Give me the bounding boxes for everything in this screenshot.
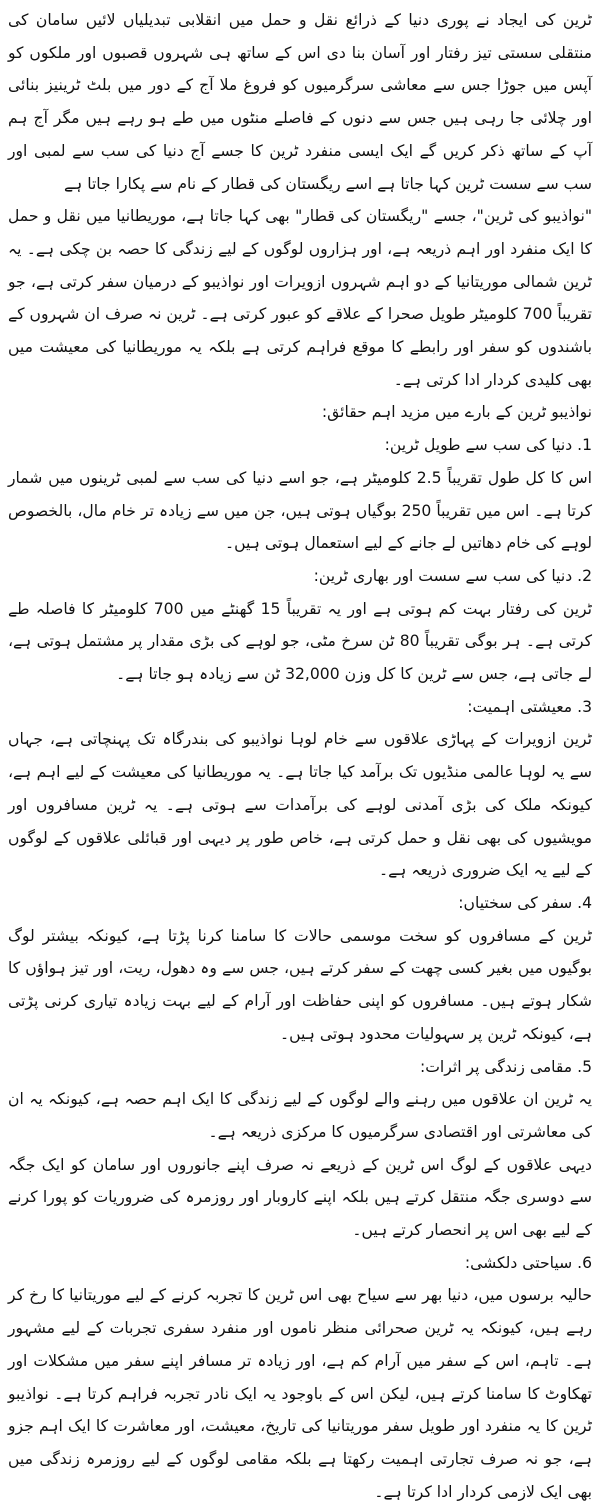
section-text-economic-importance: ٹرین ازویرات کے پہاڑی علاقوں سے خام لوہا نواذیبو کی بندرگاہ تک پہنچاتی ہے، جہاں سے یہ لوہا عالمی منڈیوں تک برآمد کیا جاتا ہے۔ یہ موریطانیا کی معیشت کے لیے اہم ہے، کیونکہ ملک کی بڑی آمدنی لوہے کی برآمدات سے ہوتی ہے۔ یہ ٹرین مسافروں اور مویشیوں کی بھی نقل و حمل کرتی ہے، خاص طور پر دیہی اور قبائلی علاقوں کے لوگوں کے لیے یہ ایک ضروری ذریعہ ہے۔: [8, 730, 592, 880]
section-heading-longest-train: 1. دنیا کی سب سے طویل ٹرین:: [384, 436, 592, 455]
section-text-local-life-1: یہ ٹرین ان علاقوں میں رہنے والے لوگوں کے لیے زندگی کا ایک اہم حصہ ہے، کیونکہ یہ ان کی معاشرتی اور اقتصادی سرگرمیوں کا مرکزی ذریعہ ہے۔: [8, 1090, 592, 1141]
section-heading-travel-hardships: 4. سفر کی سختیاں:: [458, 893, 592, 912]
facts-intro: نواذیبو ٹرین کے بارے میں مزید اہم حقائق:: [321, 403, 592, 422]
section-text-travel-hardships: ٹرین کے مسافروں کو سخت موسمی حالات کا سامنا کرنا پڑتا ہے، کیونکہ بیشتر لوگ بوگیوں میں بغیر کسی چھت کے سفر کرتے ہیں، جس سے وہ دھول، ریت، اور تیز ہواؤں کا شکار ہوتے ہیں۔ مسافروں کو اپنی حفاظت اور آرام کے لیے بہت زیادہ تیاری کرنی پڑتی ہے، کیونکہ ٹرین پر سہولیات محدود ہوتی ہیں۔: [8, 926, 592, 1043]
section-text-longest-train: اس کا کل طول تقریباً 2.5 کلومیٹر ہے، جو اسے دنیا کی سب سے لمبی ٹرینوں میں شمار کرتا ہے۔ اس میں تقریباً 250 بوگیاں ہوتی ہیں، جن میں سے زیادہ تر خام مال، بالخصوص لوہے کی خام دھاتیں لے جانے کے لیے استعمال ہوتی ہیں۔: [8, 468, 592, 553]
section-heading-tourism: 6. سیاحتی دلکشی:: [464, 1253, 592, 1272]
section-text-local-life-2: دیہی علاقوں کے لوگ اس ٹرین کے ذریعے نہ صرف اپنے جانوروں اور سامان کو ایک جگہ سے دوسری جگہ منتقل کرتے ہیں بلکہ اپنے کاروبار اور روزمرہ کی ضروریات کو پورا کرنے کے لیے بھی اس پر انحصار کرتے ہیں۔: [8, 1155, 592, 1240]
train-description-paragraph: "نواذیبو کی ٹرین"، جسے "ریگستان کی قطار" بھی کہا جاتا ہے، موریطانیا میں نقل و حمل کا ایک منفرد اور اہم ذریعہ ہے، اور ہزاروں لوگوں کے لیے زندگی کا حصہ بن چکی ہے۔ یہ ٹرین شمالی موریتانیا کے دو اہم شہروں ازویرات اور نواذیبو کے درمیان سفر کرتی ہے، جو تقریباً 700 کلومیٹر طویل صحرا کے علاقے کو عبور کرتی ہے۔ ٹرین نہ صرف ان شہروں کے باشندوں کو سفر اور رابطے کا موقع فراہم کرتی ہے بلکہ یہ موریطانیا کی معیشت میں بھی کلیدی کردار ادا کرتی ہے۔: [8, 207, 592, 389]
intro-paragraph: ٹرین کی ایجاد نے پوری دنیا کے ذرائع نقل و حمل میں انقلابی تبدیلیاں لائیں سامان کی منتقلی سستی تیز رفتار اور آسان بنا دی اس کے ساتھ ہی شہروں قصبوں اور ملکوں کو آپس میں جوڑا جس سے معاشی سرگرمیوں کو فروغ ملا آج کے دور میں بلٹ ٹرینیز بنائی اور چلائی جا رہی ہیں جس سے دنوں کے فاصلے منٹوں میں طے ہو رہے ہیں مگر آج ہم آپ کے ساتھ ذکر کریں گے ایک ایسی منفرد ٹرین کا جسے آج دنیا کی سب سے لمبی اور سب سے سست ٹرین کہا جاتا ہے اسے ریگستان کی قطار کے نام سے پکارا جاتا ہے: [8, 11, 592, 193]
section-text-tourism: حالیہ برسوں میں، دنیا بھر سے سیاح بھی اس ٹرین کا تجربہ کرنے کے لیے موریتانیا کا رخ کر رہے ہیں، کیونکہ یہ ٹرین صحرائی منظر ناموں اور منفرد سفری تجربات کے لیے مشہور ہے۔ تاہم، اس کے سفر میں آرام کم ہے، اور زیادہ تر مسافر اپنے سفر میں مشکلات اور تھکاوٹ کا سامنا کرتے ہیں، لیکن اس کے باوجود یہ ایک نادر تجربہ فراہم کرتا ہے۔ نواذیبو ٹرین کا یہ منفرد اور طویل سفر موریتانیا کی تاریخ، معیشت، اور معاشرت کا ایک اہم جزو ہے، جو نہ صرف تجارتی اہمیت رکھتا ہے بلکہ مقامی لوگوں کے لیے روزمرہ زندگی میں بھی ایک لازمی کردار ادا کرتا ہے۔: [8, 1286, 592, 1501]
section-heading-local-life: 5. مقامی زندگی پر اثرات:: [419, 1057, 592, 1076]
section-heading-economic-importance: 3. معیشتی اہمیت:: [467, 697, 592, 716]
section-heading-slowest-train: 2. دنیا کی سب سے سست اور بھاری ٹرین:: [313, 566, 592, 585]
section-text-slowest-train: ٹرین کی رفتار بہت کم ہوتی ہے اور یہ تقریباً 15 گھنٹے میں 700 کلومیٹر کا فاصلہ طے کرتی ہے۔ ہر بوگی تقریباً 80 ٹن سرخ مٹی، جو لوہے کی بڑی مقدار پر مشتمل ہوتی ہے، لے جاتی ہے، جس سے ٹرین کا کل وزن 32,000 ٹن سے زیادہ ہو جاتا ہے۔: [8, 599, 593, 684]
